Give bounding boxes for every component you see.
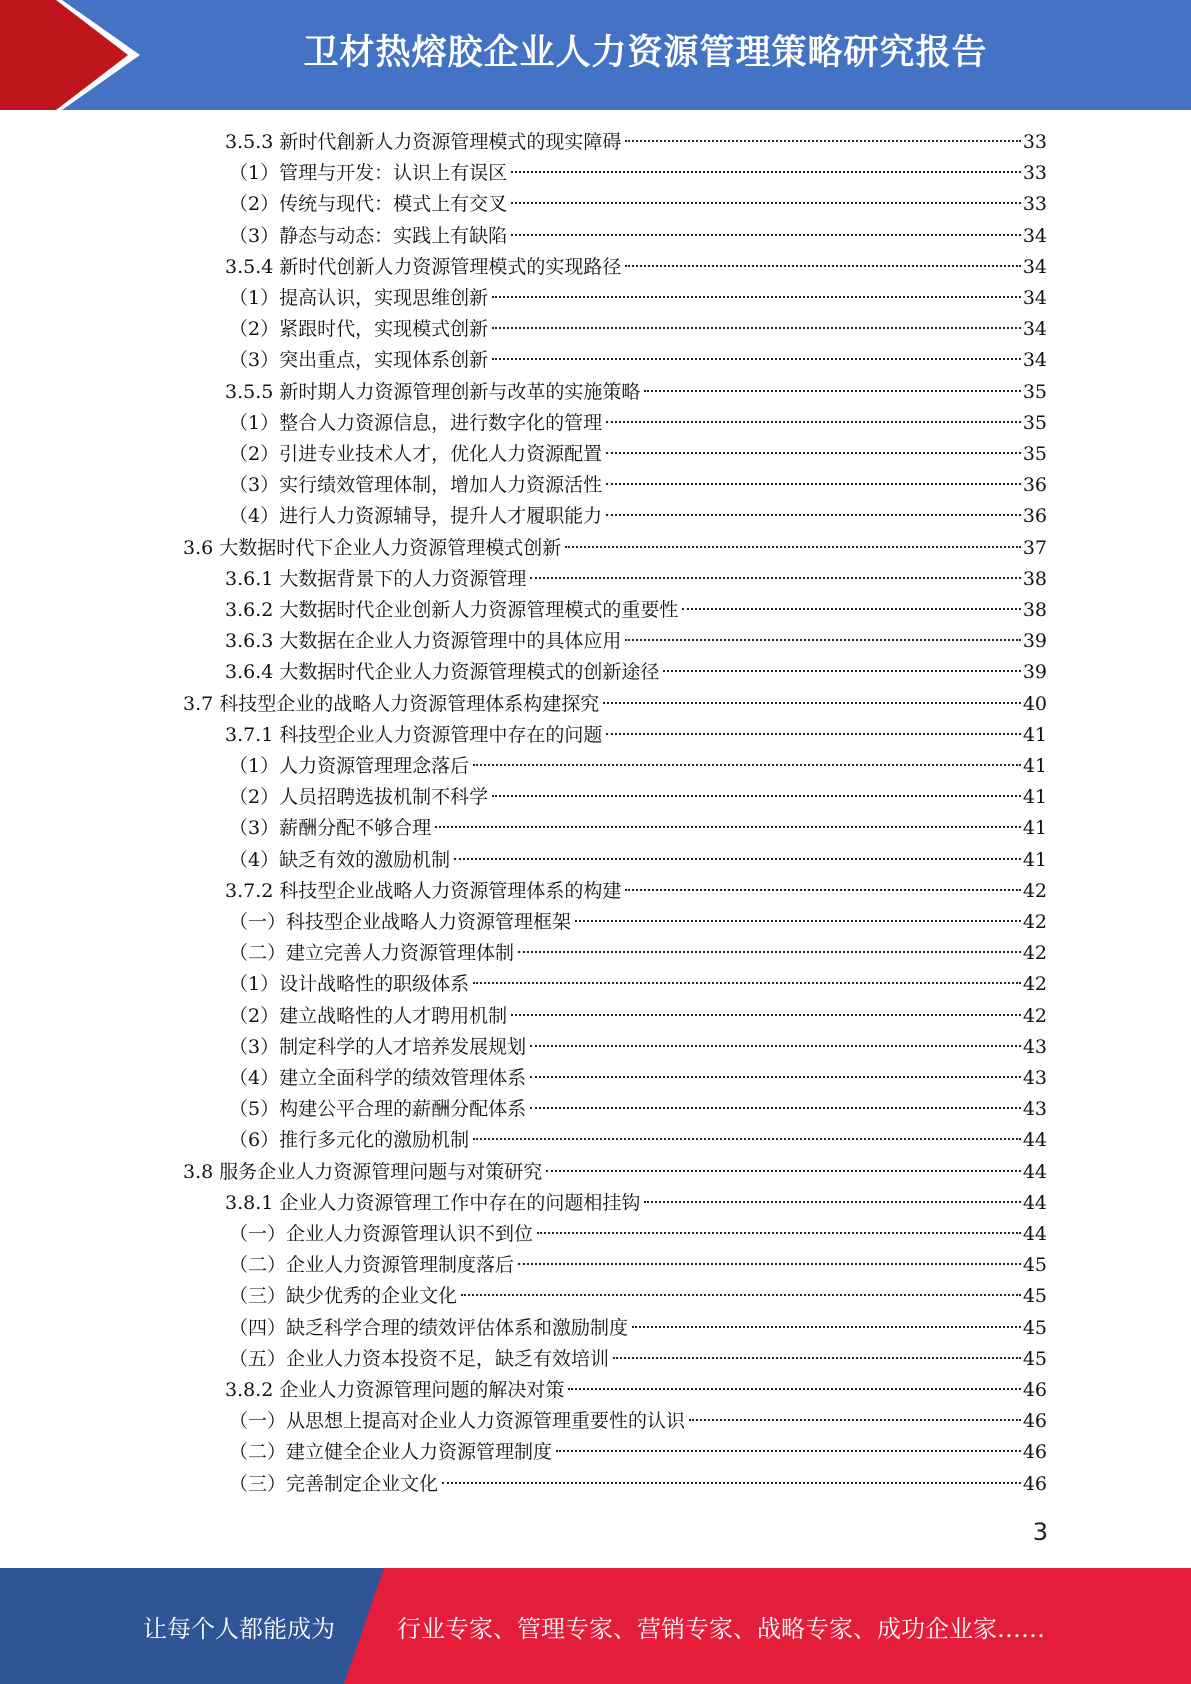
- toc-entry[interactable]: [229, 1313, 1047, 1344]
- toc-dot-leader: [556, 1450, 1021, 1452]
- toc-entry[interactable]: [229, 1001, 1047, 1032]
- toc-entry-page: 42: [1022, 879, 1047, 902]
- toc-entry[interactable]: [229, 501, 1047, 532]
- toc-entry[interactable]: [229, 1469, 1047, 1500]
- toc-entry-title: （一）从思想上提高对企业人力资源管理重要性的认识: [229, 1410, 686, 1433]
- toc-dot-leader: [606, 483, 1021, 485]
- toc-entry-page: 44: [1022, 1223, 1047, 1245]
- toc-entry-title: （3）薪酬分配不够合理: [229, 817, 432, 840]
- toc-entry-page: 46: [1022, 1472, 1047, 1495]
- toc-entry-page: 34: [1022, 255, 1047, 278]
- toc-entry-title: （五）企业人力资本投资不足，缺乏有效培训: [229, 1347, 610, 1370]
- toc-entry[interactable]: [225, 626, 1047, 657]
- toc-dot-leader: [473, 1138, 1021, 1140]
- toc-entry-title: 3.5.4 新时代创新人力资源管理模式的实现路径: [225, 255, 622, 278]
- toc-entry[interactable]: [225, 252, 1047, 283]
- toc-entry-page: 41: [1022, 723, 1047, 746]
- toc-dot-leader: [530, 1045, 1021, 1047]
- toc-dot-leader: [492, 296, 1021, 298]
- toc-dot-leader: [442, 1482, 1021, 1484]
- toc-entry[interactable]: [229, 1125, 1047, 1156]
- toc-entry-page: 41: [1022, 755, 1047, 777]
- toc-dot-leader: [492, 795, 1021, 797]
- toc-entry[interactable]: [229, 1032, 1047, 1063]
- toc-dot-leader: [663, 670, 1020, 672]
- toc-entry-title: （4）建立全面科学的绩效管理体系: [229, 1067, 527, 1089]
- toc-entry[interactable]: [229, 907, 1047, 938]
- toc-entry-title: （1）提高认识，实现思维创新: [229, 287, 489, 309]
- toc-entry-page: 35: [1022, 443, 1047, 465]
- toc-entry-page: 45: [1022, 1316, 1047, 1339]
- toc-entry-page: 46: [1022, 1441, 1047, 1464]
- toc-entry-page: 35: [1022, 380, 1047, 403]
- toc-entry-title: （4）缺乏有效的激励机制: [229, 848, 451, 871]
- toc-entry-title: （1）整合人力资源信息，进行数字化的管理: [229, 411, 603, 434]
- toc-dot-leader: [606, 421, 1021, 423]
- toc-entry-title: （一）企业人力资源管理认识不到位: [229, 1223, 534, 1245]
- toc-dot-leader: [625, 889, 1020, 891]
- footer-slogan-right: 行业专家、管理专家、营销专家、战略专家、成功企业家……: [397, 1615, 1045, 1643]
- toc-dot-leader: [606, 452, 1021, 454]
- toc-entry-title: （2）人员招聘选拔机制不科学: [229, 786, 489, 809]
- toc-entry-title: 3.5.3 新时代創新人力资源管理模式的现实障碍: [225, 131, 622, 153]
- toc-dot-leader: [473, 982, 1021, 984]
- toc-entry-page: 42: [1022, 1004, 1047, 1027]
- toc-entry-page: 39: [1022, 630, 1047, 653]
- toc-entry-page: 42: [1022, 942, 1047, 965]
- red-chevron-icon: [0, 0, 160, 110]
- toc-entry-page: 34: [1022, 349, 1047, 372]
- toc-entry-title: （二）建立健全企业人力资源管理制度: [229, 1441, 553, 1464]
- toc-entry[interactable]: [229, 751, 1047, 782]
- toc-entry-title: （2）建立战略性的人才聘用机制: [229, 1004, 508, 1027]
- toc-dot-leader: [606, 733, 1020, 735]
- toc-entry-title: （3）实行绩效管理体制，增加人力资源活性: [229, 474, 603, 497]
- toc-dot-leader: [568, 1388, 1020, 1390]
- toc-dot-leader: [461, 1294, 1021, 1296]
- toc-dot-leader: [644, 390, 1020, 392]
- page-number: 3: [1032, 1518, 1048, 1546]
- toc-entry-page: 39: [1022, 661, 1047, 684]
- toc-entry-page: 34: [1022, 287, 1047, 309]
- toc-dot-leader: [492, 327, 1021, 329]
- toc-entry[interactable]: [183, 1157, 1047, 1188]
- toc-entry[interactable]: [229, 158, 1047, 189]
- toc-entry-title: 3.6.2 大数据时代企业创新人力资源管理模式的重要性: [225, 599, 679, 621]
- toc-entry-page: 42: [1022, 973, 1047, 996]
- toc-entry-page: 44: [1022, 1191, 1047, 1214]
- toc-entry[interactable]: [229, 782, 1047, 813]
- toc-entry[interactable]: [225, 1188, 1047, 1219]
- toc-entry-page: 34: [1022, 224, 1047, 247]
- toc-entry-page: 34: [1022, 318, 1047, 341]
- toc-entry[interactable]: [229, 1437, 1047, 1468]
- toc-entry[interactable]: [225, 127, 1047, 158]
- toc-entry-title: 3.7 科技型企业的战略人力资源管理体系构建探究: [183, 692, 600, 715]
- toc-entry[interactable]: [229, 1406, 1047, 1437]
- toc-entry[interactable]: [229, 813, 1047, 844]
- toc-entry[interactable]: [229, 938, 1047, 969]
- toc-entry[interactable]: [229, 283, 1047, 314]
- toc-dot-leader: [625, 639, 1020, 641]
- toc-entry-page: 41: [1022, 848, 1047, 871]
- toc-entry[interactable]: [229, 189, 1047, 220]
- toc-dot-leader: [546, 1170, 1021, 1172]
- toc-entry[interactable]: [225, 377, 1047, 408]
- toc-entry-page: 41: [1022, 817, 1047, 840]
- toc-dot-leader: [530, 1076, 1021, 1078]
- toc-entry-page: 45: [1022, 1347, 1047, 1370]
- toc-entry-page: 38: [1022, 567, 1047, 590]
- toc-entry-page: 38: [1022, 599, 1047, 621]
- toc-dot-leader: [682, 608, 1020, 610]
- toc-entry-title: （二）企业人力资源管理制度落后: [229, 1254, 515, 1277]
- toc-entry[interactable]: [225, 876, 1047, 907]
- toc-entry-title: （2）引进专业技术人才，优化人力资源配置: [229, 443, 603, 465]
- toc-dot-leader: [575, 920, 1021, 922]
- toc-entry-page: 33: [1022, 131, 1047, 153]
- toc-entry-title: （3）突出重点，实现体系创新: [229, 349, 489, 372]
- toc-entry-page: 42: [1022, 911, 1047, 933]
- toc-entry-title: 3.8.1 企业人力资源管理工作中存在的问题相挂钩: [225, 1191, 641, 1214]
- toc-entry-page: 36: [1022, 505, 1047, 528]
- page-header: [0, 0, 1191, 110]
- toc-entry[interactable]: [225, 595, 1047, 626]
- toc-dot-leader: [511, 202, 1021, 204]
- toc-dot-leader: [454, 858, 1021, 860]
- toc-entry-page: 40: [1022, 692, 1047, 715]
- toc-dot-leader: [613, 1357, 1021, 1359]
- toc-entry[interactable]: [229, 1250, 1047, 1281]
- toc-entry-title: 3.6.1 大数据背景下的人力资源管理: [225, 567, 527, 590]
- toc-entry[interactable]: [225, 657, 1047, 688]
- toc-entry-title: 3.7.1 科技型企业人力资源管理中存在的问题: [225, 723, 603, 746]
- toc-entry[interactable]: [229, 1094, 1047, 1125]
- toc-entry-page: 46: [1022, 1379, 1047, 1401]
- toc-dot-leader: [625, 265, 1020, 267]
- toc-entry-title: （3）静态与动态：实践上有缺陷: [229, 224, 508, 247]
- toc-entry[interactable]: [229, 1281, 1047, 1312]
- toc-entry-title: 3.6.4 大数据时代企业人力资源管理模式的创新途径: [225, 661, 660, 684]
- toc-entry[interactable]: [229, 1219, 1047, 1250]
- toc-entry-page: 35: [1022, 411, 1047, 434]
- toc-entry-title: 3.7.2 科技型企业战略人力资源管理体系的构建: [225, 879, 622, 902]
- toc-dot-leader: [606, 514, 1021, 516]
- toc-entry[interactable]: [229, 345, 1047, 376]
- toc-entry[interactable]: [225, 1375, 1047, 1406]
- toc-entry[interactable]: [229, 1344, 1047, 1375]
- toc-entry[interactable]: [229, 470, 1047, 501]
- toc-entry-title: （四）缺乏科学合理的绩效评估体系和激励制度: [229, 1316, 629, 1339]
- toc-dot-leader: [603, 702, 1021, 704]
- toc-entry[interactable]: [229, 314, 1047, 345]
- toc-entry-page: 44: [1022, 1129, 1047, 1152]
- toc-entry[interactable]: [229, 845, 1047, 876]
- toc-entry-title: （6）推行多元化的激励机制: [229, 1129, 470, 1152]
- toc-dot-leader: [530, 1107, 1021, 1109]
- toc-entry-page: 36: [1022, 474, 1047, 497]
- toc-entry[interactable]: [229, 221, 1047, 252]
- toc-entry-title: 3.8 服务企业人力资源管理问题与对策研究: [183, 1160, 543, 1183]
- toc-dot-leader: [511, 234, 1021, 236]
- toc-entry-title: （一）科技型企业战略人力资源管理框架: [229, 911, 572, 933]
- toc-entry-title: （3）制定科学的人才培养发展规划: [229, 1035, 527, 1058]
- toc-entry-title: （4）进行人力资源辅导，提升人才履职能力: [229, 505, 603, 528]
- toc-dot-leader: [518, 951, 1021, 953]
- toc-dot-leader: [492, 358, 1021, 360]
- toc-entry-page: 46: [1022, 1410, 1047, 1433]
- toc-entry-title: （三）缺少优秀的企业文化: [229, 1285, 458, 1308]
- toc-entry-page: 33: [1022, 193, 1047, 216]
- toc-dot-leader: [632, 1326, 1021, 1328]
- toc-dot-leader: [473, 764, 1021, 766]
- toc-dot-leader: [689, 1419, 1021, 1421]
- toc-entry-title: 3.5.5 新时期人力资源管理创新与改革的实施策略: [225, 380, 641, 403]
- toc-entry[interactable]: [183, 533, 1047, 564]
- toc-entry-page: 45: [1022, 1254, 1047, 1277]
- toc-entry[interactable]: [183, 689, 1047, 720]
- toc-entry[interactable]: [229, 969, 1047, 1000]
- toc-entry-title: （5）构建公平合理的薪酬分配体系: [229, 1098, 527, 1121]
- report-title: 卫材热熔胶企业人力资源管理策略研究报告: [303, 33, 988, 73]
- toc-dot-leader: [625, 140, 1020, 142]
- toc-dot-leader: [511, 171, 1021, 173]
- toc-entry-page: 43: [1022, 1035, 1047, 1058]
- toc-dot-leader: [644, 1201, 1020, 1203]
- toc-entry[interactable]: [229, 439, 1047, 470]
- toc-entry-page: 43: [1022, 1098, 1047, 1121]
- toc-entry-title: 3.6.3 大数据在企业人力资源管理中的具体应用: [225, 630, 622, 653]
- page-footer: [0, 1568, 1191, 1684]
- toc-dot-leader: [511, 1014, 1021, 1016]
- toc-entry-title: （2）紧跟时代，实现模式创新: [229, 318, 489, 341]
- toc-entry[interactable]: [225, 564, 1047, 595]
- toc-entry-title: （三）完善制定企业文化: [229, 1472, 439, 1495]
- toc-entry-title: 3.6 大数据时代下企业人力资源管理模式创新: [183, 536, 562, 559]
- toc-dot-leader: [530, 577, 1020, 579]
- toc-entry[interactable]: [229, 408, 1047, 439]
- toc-entry-page: 43: [1022, 1067, 1047, 1089]
- toc-entry-page: 33: [1022, 162, 1047, 185]
- toc-entry-page: 44: [1022, 1160, 1047, 1183]
- toc-entry-page: 37: [1022, 536, 1047, 559]
- toc-entry-title: （1）设计战略性的职级体系: [229, 973, 470, 996]
- toc-entry-title: （1）管理与开发：认识上有误区: [229, 162, 508, 185]
- toc-entry-title: （1）人力资源管理理念落后: [229, 755, 470, 777]
- toc-dot-leader: [537, 1232, 1021, 1234]
- toc-entry-page: 45: [1022, 1285, 1047, 1308]
- toc-entry[interactable]: [225, 720, 1047, 751]
- toc-entry-page: 41: [1022, 786, 1047, 809]
- toc-entry-title: 3.8.2 企业人力资源管理问题的解决对策: [225, 1379, 565, 1401]
- toc-entry-title: （二）建立完善人力资源管理体制: [229, 942, 515, 965]
- footer-slogan-left: 让每个人都能成为: [143, 1615, 335, 1643]
- toc-dot-leader: [435, 826, 1021, 828]
- toc-entry[interactable]: [229, 1063, 1047, 1094]
- toc-dot-leader: [565, 546, 1021, 548]
- toc-dot-leader: [518, 1263, 1021, 1265]
- toc-entry-title: （2）传统与现代：模式上有交叉: [229, 193, 508, 216]
